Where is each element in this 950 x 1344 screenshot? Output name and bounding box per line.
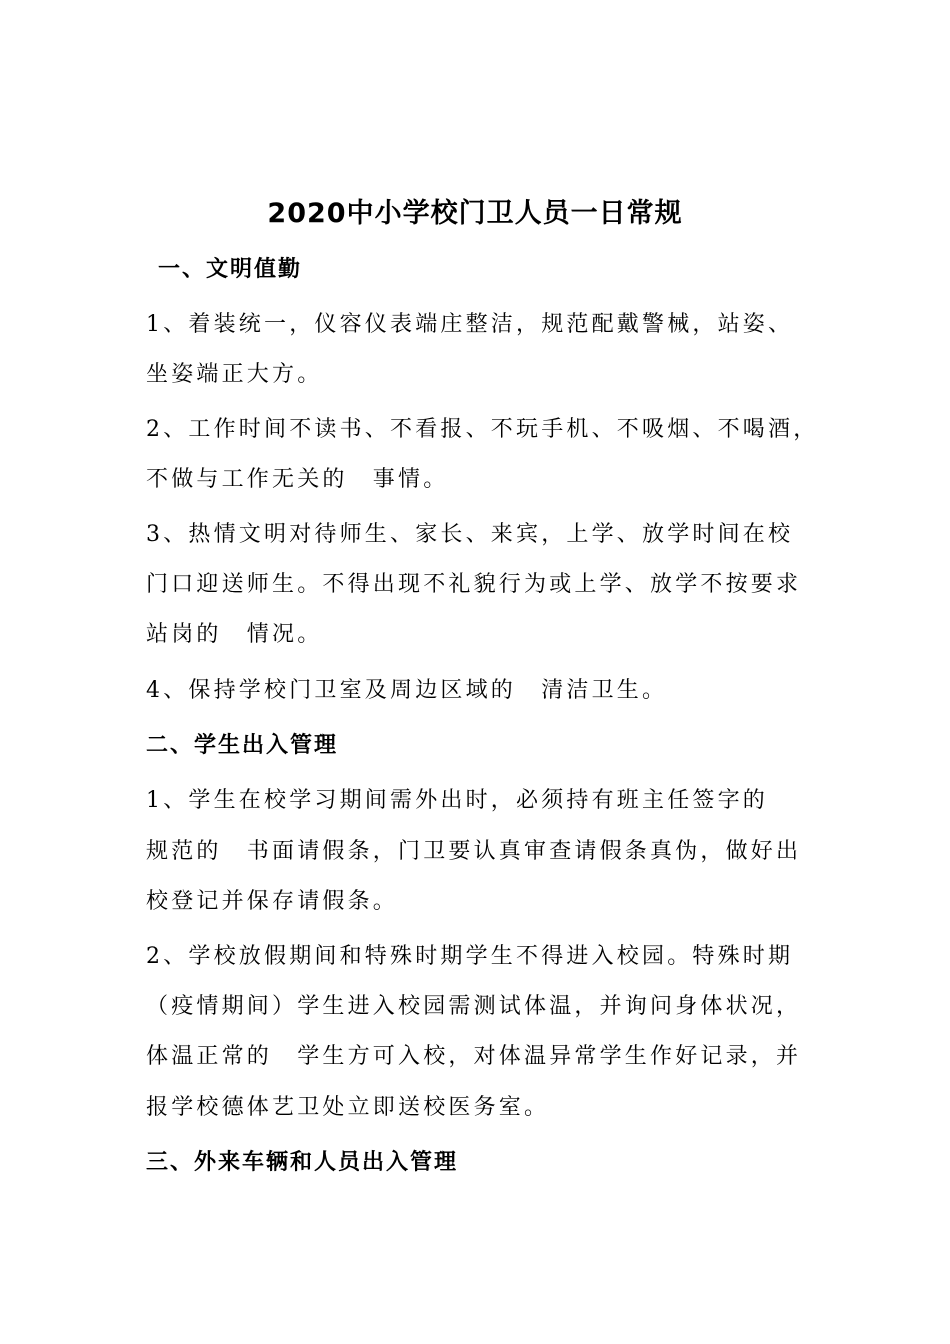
section-heading-2: 二、学生出入管理: [146, 733, 339, 758]
paragraph-line: 规范的 书面请假条，门卫要认真审查请假条真伪，做好出: [146, 839, 802, 864]
paragraph-line: 1、着装统一，仪容仪表端庄整洁，规范配戴警械，站姿、: [146, 312, 794, 337]
paragraph-line: 报学校德体艺卫处立即送校医务室。: [146, 1095, 550, 1120]
paragraph-line: 门口迎送师生。不得出现不礼貌行为或上学、放学不按要求: [146, 572, 802, 597]
paragraph-line: （疫情期间）学生进入校园需测试体温，并询问身体状况，: [146, 994, 802, 1019]
paragraph-line: 站岗的 情况。: [146, 622, 323, 647]
paragraph-line: 3、热情文明对待师生、家长、来宾，上学、放学时间在校: [146, 522, 794, 547]
paragraph-line: 不做与工作无关的 事情。: [146, 467, 449, 492]
section-heading-1: 一、文明值勤: [158, 257, 303, 282]
paragraph-line: 1、学生在校学习期间需外出时，必须持有班主任签字的: [146, 788, 768, 813]
paragraph-line: 4、保持学校门卫室及周边区域的 清洁卫生。: [146, 678, 668, 703]
paragraph-line: 校登记并保存请假条。: [146, 889, 399, 914]
paragraph-line: 体温正常的 学生方可入校，对体温异常学生作好记录，并: [146, 1044, 802, 1069]
paragraph-line: 2、学校放假期间和特殊时期学生不得进入校园。特殊时期: [146, 944, 794, 969]
section-heading-3: 三、外来车辆和人员出入管理: [146, 1150, 459, 1175]
paragraph-line: 2、工作时间不读书、不看报、不玩手机、不吸烟、不喝酒，: [146, 417, 819, 442]
paragraph-line: 坐姿端正大方。: [146, 362, 323, 387]
document-title: 2020中小学校门卫人员一日常规: [267, 198, 683, 229]
